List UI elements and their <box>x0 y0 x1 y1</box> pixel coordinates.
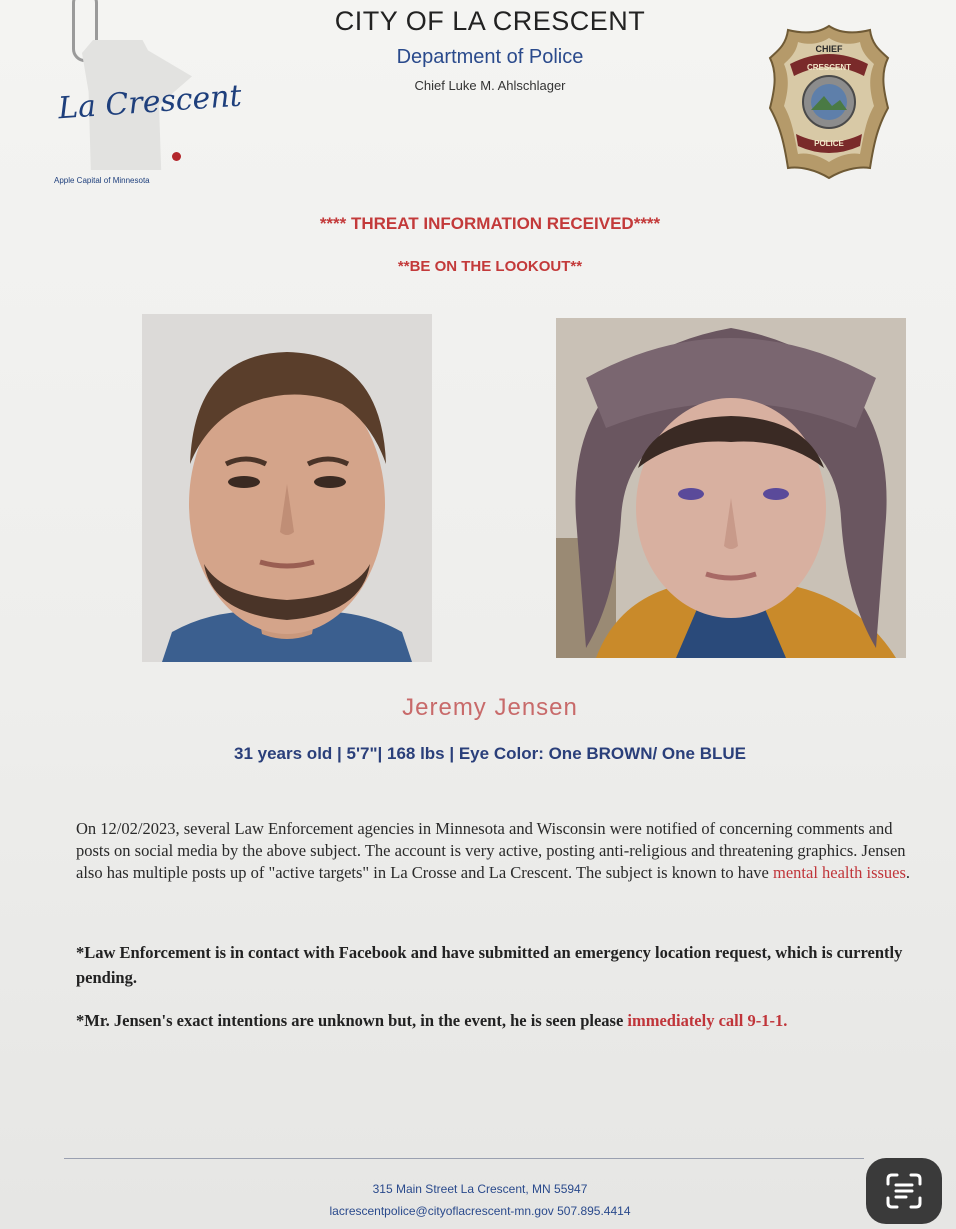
department-title: Department of Police <box>396 46 584 68</box>
footer-contact: lacrescentpolice@cityoflacrescent-mn.gov 507.895.4414 <box>329 1204 631 1218</box>
call-911-note <box>76 1008 916 1033</box>
police-badge-icon <box>766 22 892 182</box>
badge-middle-text: CRESCENT <box>806 63 852 72</box>
mental-health-highlight: mental health issues <box>773 863 906 882</box>
apple-icon <box>172 152 181 161</box>
note2-main-text: *Mr. Jensen's exact intentions are unknown but, in the event, he is seen please <box>76 1011 628 1030</box>
subject-name: Jeremy Jensen <box>402 694 578 721</box>
la-crescent-logo <box>50 40 243 200</box>
logo-tagline: Apple Capital of Minnesota <box>54 176 150 185</box>
badge-top-text: CHIEF <box>815 44 843 54</box>
paragraph-main-text: On 12/02/2023, several Law Enforcement agencies in Minnesota and Wisconsin were notified of concerning comments and posts on social media by the above subject. The account is very active, posting anti-religious and threatening graphics. Jensen also has multiple posts up of "active targets" in La Crosse and La Crescent. The subject is known to have <box>76 819 906 882</box>
facebook-note: *Law Enforcement is in contact with Facebook and have submitted an emergency location request, which is currently pending. <box>76 943 903 987</box>
incident-paragraph <box>76 818 916 884</box>
threat-alert-heading: **** THREAT INFORMATION RECEIVED**** <box>319 214 661 233</box>
paragraph-end: . <box>905 863 911 882</box>
city-title: CITY OF LA CRESCENT <box>334 6 646 36</box>
text-scan-button[interactable] <box>866 1158 942 1224</box>
logo-text: La Crescent <box>57 78 243 127</box>
text-scan-icon <box>884 1171 924 1211</box>
subject-photo-front <box>142 314 432 662</box>
call-911-highlight: immediately call 9-1-1. <box>627 1011 788 1030</box>
subject-photo-hat <box>556 318 906 658</box>
subject-stats: 31 years old | 5'7"| 168 lbs | Eye Color: One BROWN/ One BLUE <box>234 744 746 763</box>
footer-divider <box>64 1158 864 1159</box>
badge-bottom-text: POLICE <box>814 139 844 148</box>
chief-name: Chief Luke M. Ahlschlager <box>414 78 566 93</box>
lookout-heading: **BE ON THE LOOKOUT** <box>397 258 583 275</box>
footer-address: 315 Main Street La Crescent, MN 55947 <box>372 1182 588 1196</box>
